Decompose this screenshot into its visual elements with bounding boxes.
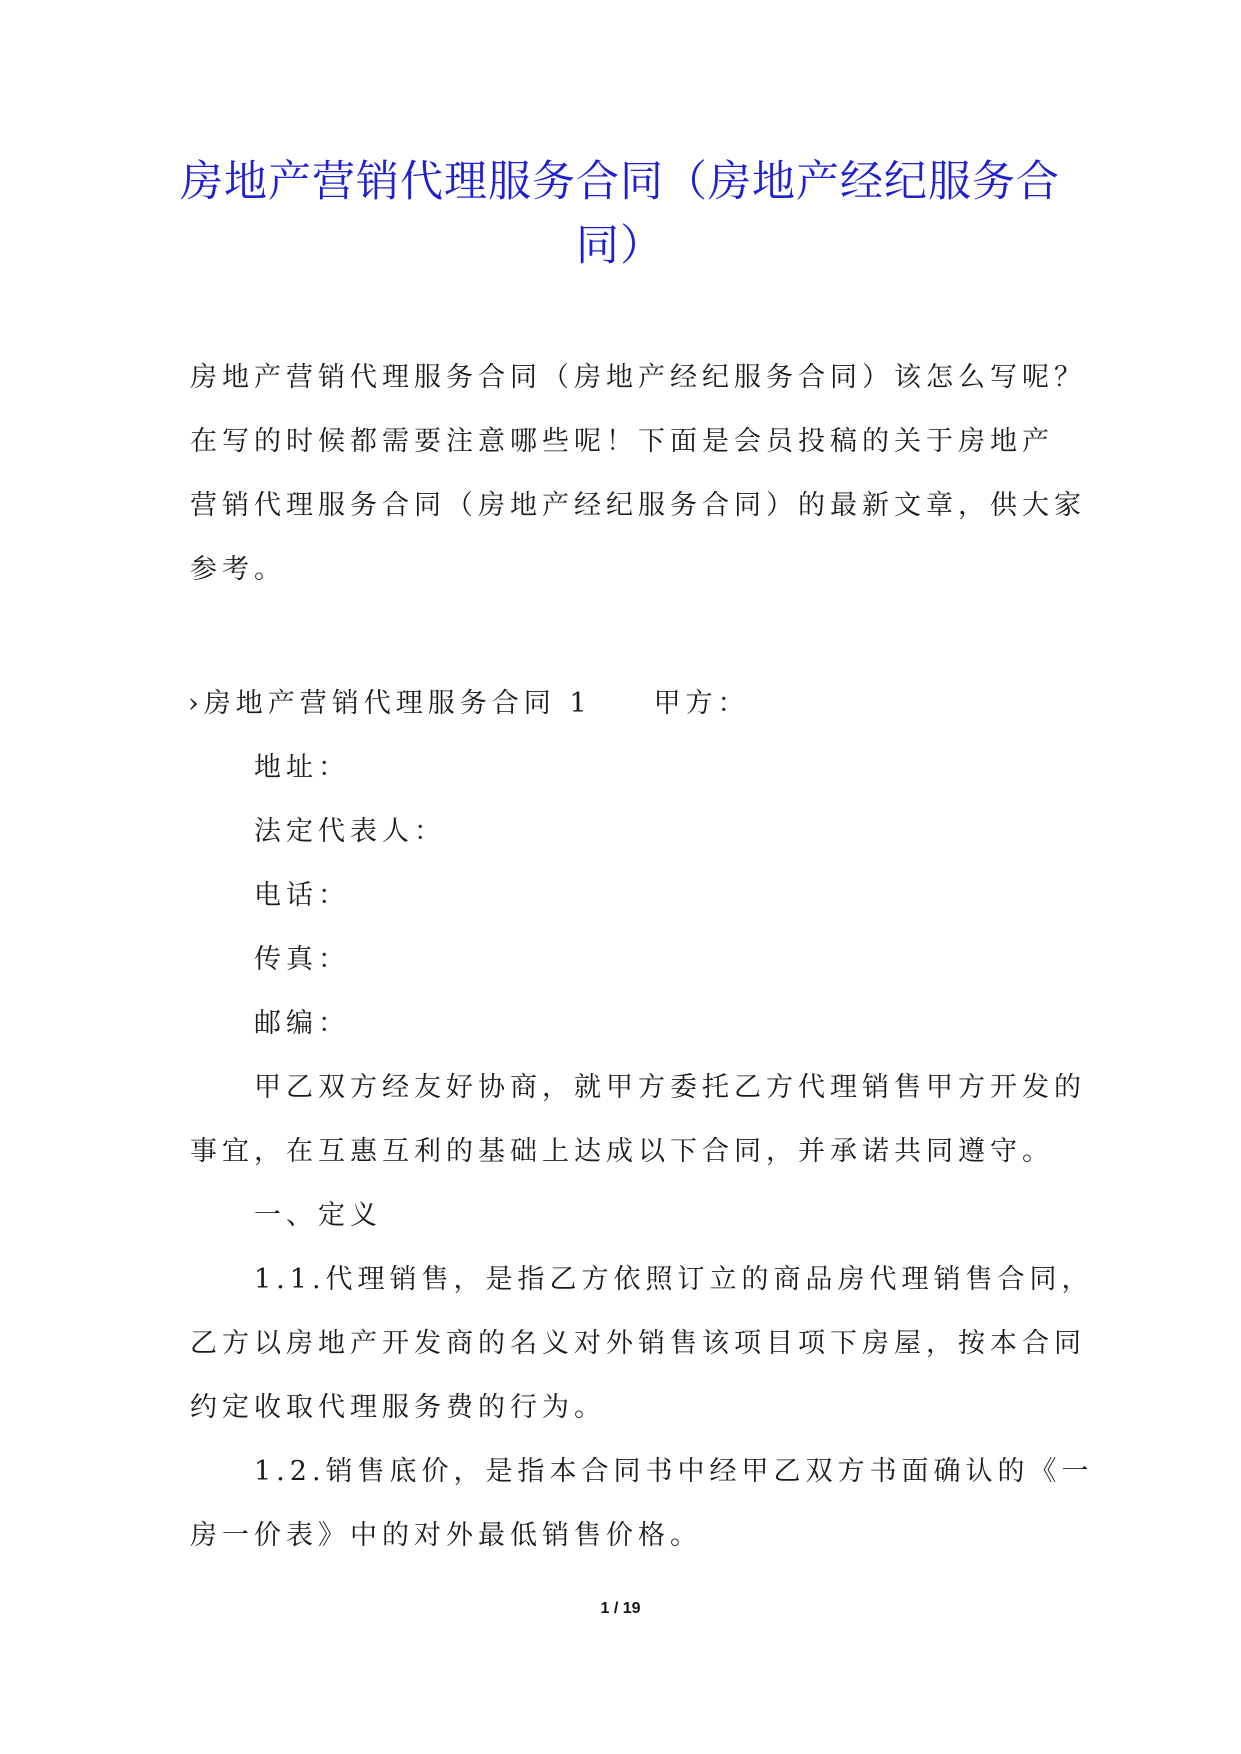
field-phone: 电话： <box>254 880 350 911</box>
field-legal-representative: 法定代表人： <box>254 816 446 847</box>
section-definition-heading: 一、定义 <box>254 1200 382 1231</box>
intro-line: 参考。 <box>190 554 286 585</box>
intro-paragraph <box>190 346 1086 602</box>
field-fax: 传真： <box>254 944 350 975</box>
field-address: 地址： <box>254 752 350 783</box>
definition-1-1-line: 乙方以房地产开发商的名义对外销售该项目项下房屋，按本合同 <box>190 1328 1086 1359</box>
definition-1-1-line: 1.1.代理销售，是指乙方依照订立的商品房代理销售合同， <box>254 1264 1094 1295</box>
page-number: 1 / 19 <box>600 1600 641 1617</box>
definition-1-1-line: 约定收取代理服务费的行为。 <box>190 1392 606 1423</box>
intro-line: 房地产营销代理服务合同（房地产经纪服务合同）该怎么写呢？ <box>190 362 1086 393</box>
field-postcode: 邮编： <box>254 1008 350 1039</box>
intro-line: 营销代理服务合同（房地产经纪服务合同）的最新文章，供大家 <box>190 490 1086 521</box>
section-heading-line <box>188 672 750 736</box>
party-a-label: 甲方： <box>653 688 750 719</box>
agreement-paragraph-line: 甲乙双方经友好协商，就甲方委托乙方代理销售甲方开发的 <box>254 1072 1086 1103</box>
agreement-paragraph-line: 事宜，在互惠互利的基础上达成以下合同，并承诺共同遵守。 <box>190 1136 1054 1167</box>
definition-1-2-line: 1.2.销售底价，是指本合同书中经甲乙双方书面确认的《一 <box>254 1456 1094 1487</box>
intro-line: 在写的时候都需要注意哪些呢！下面是会员投稿的关于房地产 <box>190 426 1054 457</box>
document-title: 房地产营销代理服务合同（房地产经纪服务合同） <box>180 157 1060 271</box>
definition-1-2-line: 房一价表》中的对外最低销售价格。 <box>190 1520 702 1551</box>
section-heading: ›房地产营销代理服务合同 1 <box>188 688 592 719</box>
